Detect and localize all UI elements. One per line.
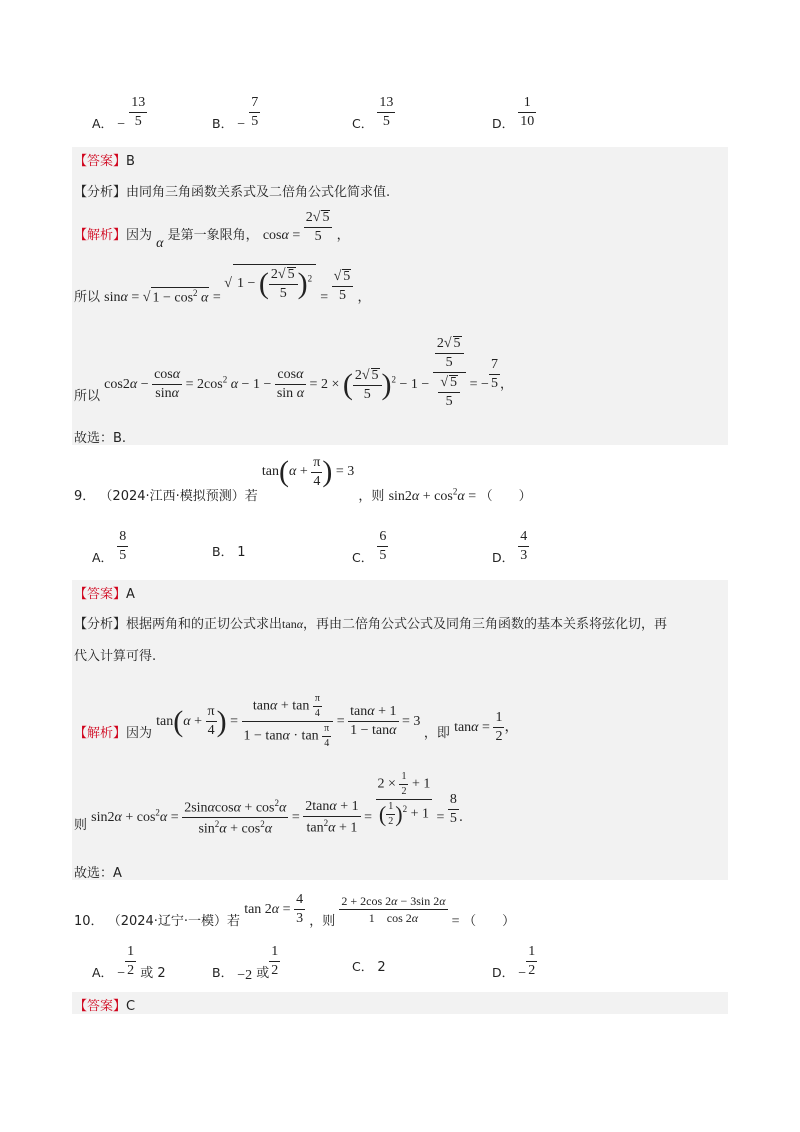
fraction: $\frac{4}{3}$	[520, 529, 528, 563]
formula-cos-alpha: cosα =	[262, 227, 304, 243]
option-letter: A．	[92, 116, 114, 131]
q9-analysis-continued: 代入计算可得.	[74, 649, 157, 664]
q9-option-b: B． 1	[212, 544, 246, 560]
nested-fraction: 2 × $\frac{1}{2}$ + 1 ( $\frac{1}{2}$ )$^2$ + 1	[377, 771, 431, 827]
fraction: $\frac{1}{10}$	[520, 95, 535, 129]
question-number: 10．	[74, 913, 104, 929]
alpha-symbol: α	[156, 235, 164, 251]
fraction: $\frac{1}{2}$	[528, 944, 536, 978]
solution-tag: 【解析】	[74, 227, 127, 243]
analysis-tag: 【分析】	[74, 617, 127, 632]
q10-answer-band	[72, 992, 728, 1014]
q9-conclusion: 故选：A	[74, 866, 122, 881]
fraction: $\frac{1}{2}$	[271, 944, 279, 978]
fraction: $\frac{2√ 5}{5}$	[304, 210, 333, 244]
q10-answer: 【答案】C	[74, 999, 136, 1014]
fraction: $\frac{6}{5}$	[379, 529, 387, 563]
q8-solution-line1: 【解析】因为 α 是第一象限角， cosα = $\frac{2√ 5}{5}$ ，	[74, 210, 350, 251]
fraction: $\frac{13}{5}$	[131, 95, 146, 129]
q8-analysis: 【分析】由同角三角函数关系式及二倍角公式化简求值.	[74, 185, 391, 200]
q10-option-c: C． 2	[352, 959, 386, 975]
q8-option-a: A． − $\frac{13}{5}$	[92, 95, 146, 132]
q8-options	[92, 96, 612, 136]
q10-stem: 10． （2024·辽宁·一模）若 tan 2α = $\frac{4}{3}$ ，则 $\frac{2 + 2\cos 2\alpha - 3\sin 2\alpha}{1 \cos 2\alpha}$ = （ ）	[74, 892, 516, 929]
nested-fraction: $\frac{\frac{2√ 5}{5}}{\frac{√ 5}{5}}$	[433, 336, 466, 409]
formula-main-expression: cos2α − $\frac{\cos\alpha}{\sin\alpha}$ = $2\cos^2$ α − 1 − $\frac{\cos\alpha}{\text{sin α}}$ = 2 × ( $\frac{2√ 5}{5}$ )$^2$ − 1 −	[104, 367, 433, 402]
fraction: $\frac{1}{2}$	[127, 944, 135, 978]
q10-option-d: D． − $\frac{1}{2}$	[492, 944, 536, 981]
formula-tan-alpha: tanα	[282, 617, 304, 631]
q8-solution-line3: 所以 cos2α − $\frac{\cos\alpha}{\sin\alpha}$ = $2\cos^2$ α − 1 − $\frac{\cos\alpha}{\text{sin α}}$ = 2 × ( $\frac{2√ 5}{5}$ )$^2$ − 1 − $\frac{\frac{2√ 5}{5}}{\frac{√ 5}{5}}$ = − $\frac{7}{5}$ ，	[74, 336, 513, 409]
q9-option-c: C． $\frac{6}{5}$	[352, 529, 387, 565]
formula-tan2alpha: tan 2α = $\frac{4}{3}$	[244, 892, 304, 926]
q8-option-d: D． $\frac{1}{10}$	[492, 95, 535, 131]
q9-solution-line2: 则 $\sin 2\alpha + \cos^2\alpha$ = $\frac{2\sin\alpha\cos\alpha + \cos^2\alpha}{\sin^2\alpha + \cos^2\alpha}$ = $\frac{2\tan\alpha + 1}{\tan^2\alpha + 1}$ = 2 × $\frac{1}{2}$ + 1 ( $\frac{1}{2}$ )$^2$ + 1 = $\frac{8}{5}$ .	[74, 771, 464, 837]
q9-stem: 9． （2024·江西·模拟预测）若 tan(α + $\frac{\pi}{4}$ ) = 3 ，则 $\sin 2\alpha + \cos^2\alpha$ = （ ）	[74, 454, 532, 505]
q8-answer: 【答案】B	[74, 154, 135, 169]
q8-conclusion: 故选：B.	[74, 431, 127, 446]
solution-tag: 【解析】	[74, 725, 127, 741]
fraction: $\frac{7}{5}$	[490, 357, 498, 391]
answer-tag: 【答案】	[74, 154, 127, 169]
formula-target-fraction: $\frac{2 + 2\cos 2\alpha - 3\sin 2\alpha}{1 \cos 2\alpha}$	[341, 893, 446, 925]
answer-tag: 【答案】	[74, 587, 127, 602]
q10-option-a: A． − $\frac{1}{2}$ 或 2	[92, 944, 166, 981]
formula-sin-alpha: sinα = √ $1 - \cos^2 \alpha$ =	[104, 287, 225, 306]
fraction: $\frac{13}{5}$	[379, 95, 394, 129]
q8-option-b: B． − $\frac{7}{5}$	[212, 95, 259, 132]
fraction: $\frac{√ 5}{5}$	[332, 269, 354, 303]
q10-options	[92, 945, 632, 985]
formula-target: $\sin 2\alpha + \cos^2\alpha$ =	[388, 486, 480, 505]
formula-tan-condition: tan(α + $\frac{\pi}{4}$ ) = 3	[261, 454, 355, 489]
q9-options	[92, 530, 612, 570]
formula-tan-alpha-value: tanα = $\frac{1}{2}$ ，	[454, 710, 519, 744]
formula-tan-sum: tan(α + $\frac{\pi}{4}$ ) = tanα + tan $\frac{\pi}{4}$ 1 − tanα · tan $\frac{\pi}{4}$ = $\frac{\tan\alpha + 1}{1 - \tan\alpha}$ = 3	[156, 693, 424, 749]
answer-tag: 【答案】	[74, 999, 127, 1014]
q8-solution-line2: 所以 sinα = √ $1 - \cos^2 \alpha$ = √ 1 − ( $\frac{2√ 5}{5}$ )$^2$ = $\frac{√ 5}{5}$ ，	[74, 260, 370, 310]
question-number: 9．	[74, 489, 96, 505]
fraction: $\frac{8}{5}$	[119, 529, 127, 563]
fraction: $\frac{7}{5}$	[251, 95, 259, 129]
q9-analysis: 【分析】根据两角和的正切公式求出tanα，再由二倍角公式公式及同角三角函数的基本关系将弦化切，再	[74, 617, 668, 632]
q8-option-c: C． $\frac{13}{5}$	[352, 95, 394, 131]
q9-option-a: A． $\frac{8}{5}$	[92, 529, 127, 565]
q9-solution-line1: 【解析】因为 tan(α + $\frac{\pi}{4}$ ) = tanα + tan $\frac{\pi}{4}$ 1 − tanα · tan $\frac{\pi}{4}$ = $\frac{\tan\alpha + 1}{1 - \tan\alpha}$ = 3 ，即 tanα = $\frac{1}{2}$ ，	[74, 693, 519, 749]
q10-option-b: B． −2 或 $\frac{1}{2}$	[212, 944, 279, 983]
formula-sqrt-expression: √ 1 − ( $\frac{2√ 5}{5}$ )$^2$	[224, 276, 316, 291]
q9-answer: 【答案】A	[74, 587, 135, 602]
analysis-tag: 【分析】	[74, 185, 127, 200]
formula-target-expansion: $\sin 2\alpha + \cos^2\alpha$ = $\frac{2\sin\alpha\cos\alpha + \cos^2\alpha}{\sin^2\alpha + \cos^2\alpha}$ = $\frac{2\tan\alpha + 1}{\tan^2\alpha + 1}$ =	[91, 797, 376, 837]
q9-option-d: D． $\frac{4}{3}$	[492, 529, 528, 565]
fraction: $\frac{8}{5}$	[449, 792, 457, 826]
